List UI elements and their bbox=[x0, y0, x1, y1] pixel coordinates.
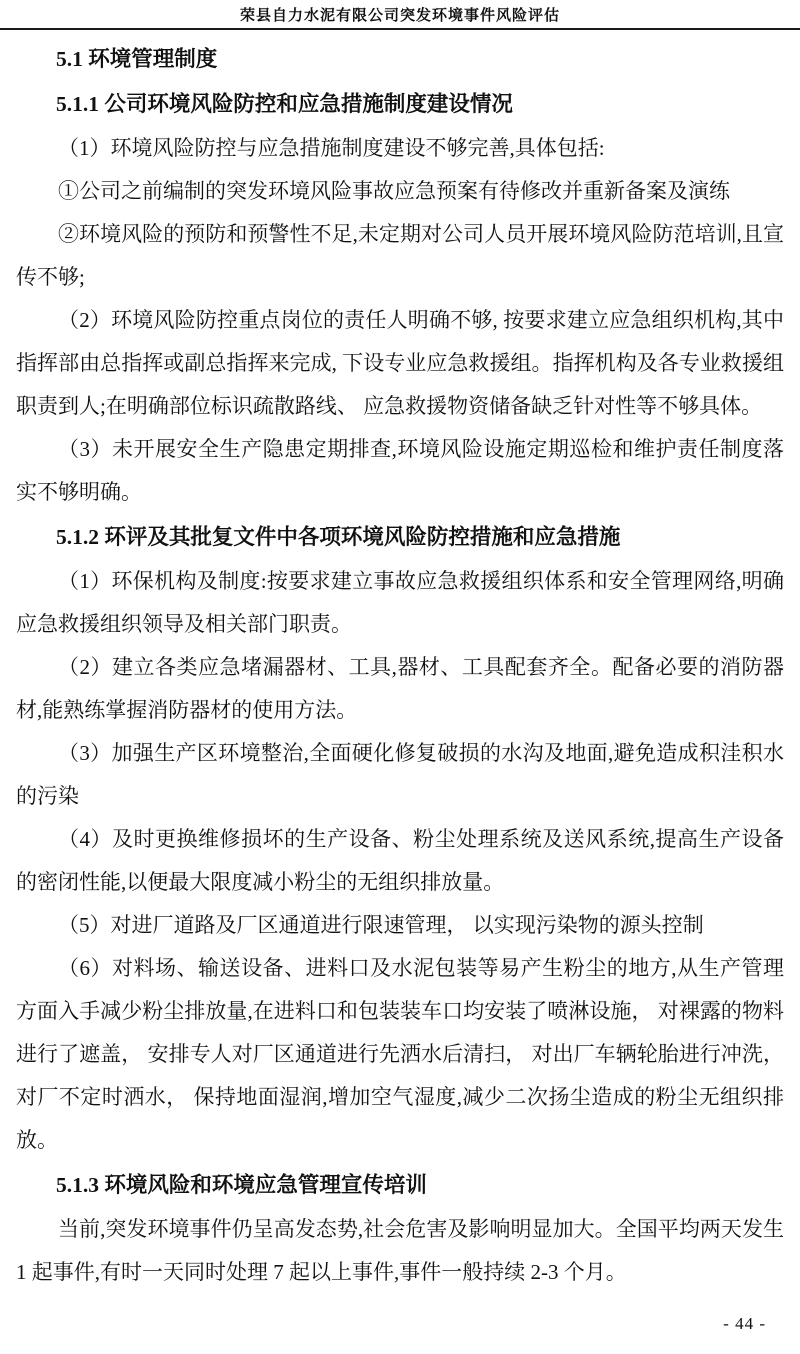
page-number: - 44 - bbox=[723, 1314, 766, 1333]
section-heading-5-1: 5.1 环境管理制度 bbox=[56, 47, 218, 71]
running-header: 荣县自力水泥有限公司突发环境事件风险评估 bbox=[239, 8, 560, 24]
paragraph-measure-6: （6）对料场、输送设备、进料口及水泥包装等易产生粉尘的地方,从生产管理方面入手减少粉尘排放量,在进料口和包装装车口均安装了喷淋设施， 对裸露的物料进行了遮盖， 安排专人对厂区通道进行先洒水后清扫， 对出厂车辆轮胎进行冲洗， 对厂不定时洒水， 保持地面湿润,增加空气湿度,减少二次扬尘造成的粉尘无组织排放。 bbox=[16, 956, 784, 1152]
paragraph-measure-5: （5）对进厂道路及厂区通道进行限速管理， 以实现污染物的源头控制 bbox=[58, 913, 704, 937]
document-body bbox=[0, 30, 800, 1294]
section-heading-5-1-3: 5.1.3 环境风险和环境应急管理宣传培训 bbox=[56, 1173, 427, 1197]
paragraph-item-3: （3）未开展安全生产隐患定期排查,环境风险设施定期巡检和维护责任制度落实不够明确。 bbox=[16, 437, 784, 504]
paragraph-item-1: （1）环境风险防控与应急措施制度建设不够完善,具体包括: bbox=[58, 136, 605, 160]
paragraph-measure-1: （1）环保机构及制度:按要求建立事故应急救援组织体系和安全管理网络,明确应急救援组织领导及相关部门职责。 bbox=[16, 569, 784, 636]
paragraph-measure-2: （2）建立各类应急堵漏器材、工具,器材、工具配套齐全。配备必要的消防器材,能熟练掌握消防器材的使用方法。 bbox=[16, 655, 784, 722]
section-heading-5-1-2: 5.1.2 环评及其批复文件中各项环境风险防控措施和应急措施 bbox=[56, 525, 621, 549]
section-heading-5-1-1: 5.1.1 公司环境风险防控和应急措施制度建设情况 bbox=[56, 92, 513, 116]
paragraph-training-intro: 当前,突发环境事件仍呈高发态势,社会危害及影响明显加大。全国平均两天发生 1 起事件,有时一天同时处理 7 起以上事件,事件一般持续 2-3 个月。 bbox=[16, 1217, 784, 1284]
paragraph-measure-3: （3）加强生产区环境整治,全面硬化修复破损的水沟及地面,避免造成积洼积水的污染 bbox=[16, 741, 784, 808]
paragraph-measure-4: （4）及时更换维修损坏的生产设备、粉尘处理系统及送风系统,提高生产设备的密闭性能,以便最大限度减小粉尘的无组织排放量。 bbox=[16, 827, 784, 894]
paragraph-subitem-circle-2: ②环境风险的预防和预警性不足,未定期对公司人员开展环境风险防范培训,且宣传不够; bbox=[16, 222, 784, 289]
paragraph-subitem-circle-1: ①公司之前编制的突发环境风险事故应急预案有待修改并重新备案及演练 bbox=[58, 179, 730, 203]
paragraph-item-2: （2）环境风险防控重点岗位的责任人明确不够, 按要求建立应急组织机构,其中指挥部由总指挥或副总指挥来完成, 下设专业应急救援组。指挥机构及各专业救援组职责到人;在明确部位标识疏散路线、 应急救援物资储备缺乏针对性等不够具体。 bbox=[16, 308, 784, 418]
